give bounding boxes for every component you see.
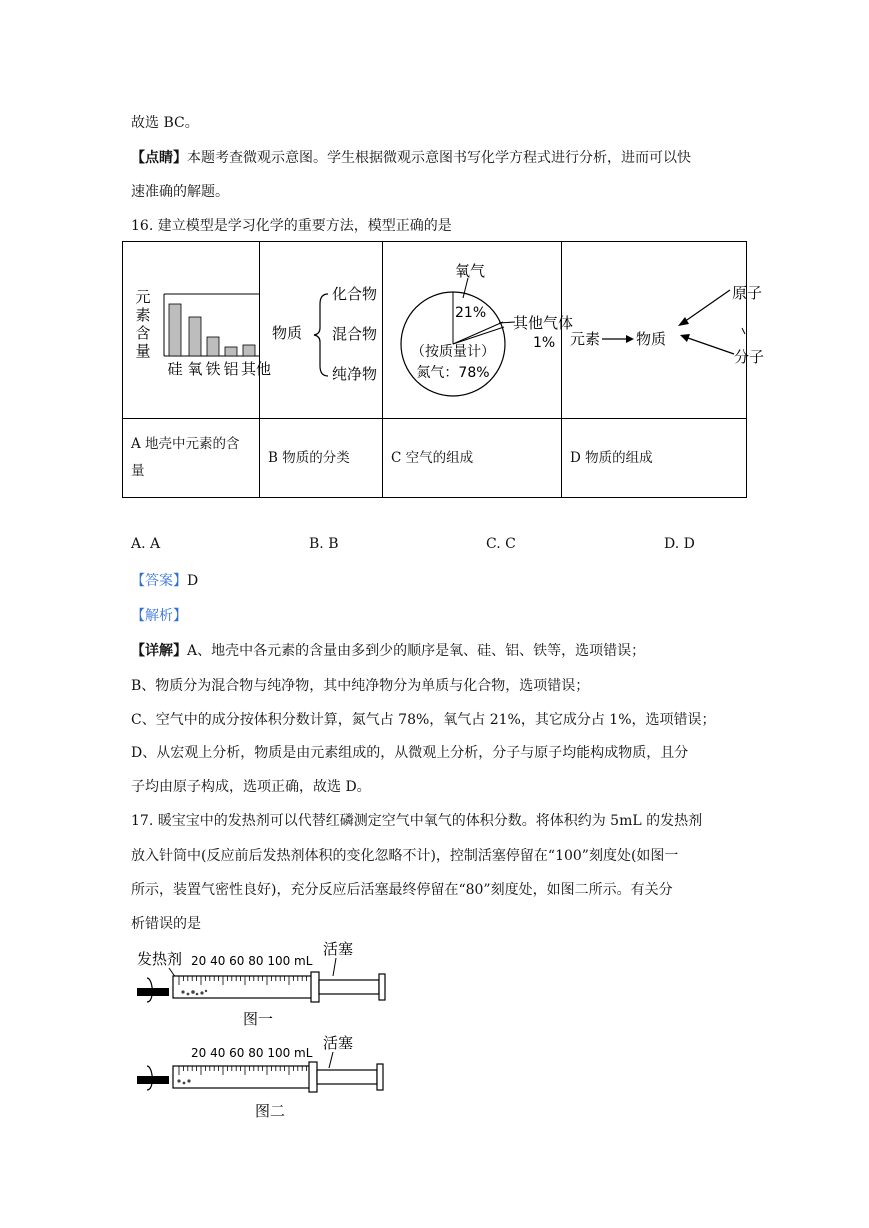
xiangjie-line2: B、物质分为混合物与纯净物，其中纯净物分为单质与化合物，选项错误； xyxy=(131,678,590,694)
fig-a-bar-1 xyxy=(169,304,181,356)
xiangjie-line1 xyxy=(131,640,645,660)
option-b[interactable]: B. B xyxy=(309,536,339,552)
fig-c-pie-chart xyxy=(383,242,574,414)
fig2-piston-leader xyxy=(329,1052,333,1068)
answer-line xyxy=(131,570,198,590)
option-d[interactable]: D. D xyxy=(664,536,695,552)
fig-d-arrow-top-line xyxy=(684,290,730,322)
fig-b-brace xyxy=(314,294,328,376)
fig-a-xlabel-4: 铝 xyxy=(223,360,239,378)
xiangjie-line4: D、从宏观上分析，物质是由元素组成的，从微观上分析，分子与原子均能构成物质，且分 xyxy=(131,745,689,761)
q17-line1: 17. 暖宝宝中的发热剂可以代替红磷测定空气中氧气的体积分数。将体积约为 5mL 的发热剂 xyxy=(131,813,703,829)
fig-d-top-right: 原子 xyxy=(732,284,763,302)
caption-a-line2: 量 xyxy=(131,463,145,479)
fig-d-arrow-head xyxy=(626,335,634,343)
xiangjie-text1: A、地壳中各元素的含量由多到少的顺序是氧、硅、铝、铁等，选项错误； xyxy=(187,643,646,659)
caption-c: C 空气的组成 xyxy=(383,419,562,498)
fig1-scale: 20 40 60 80 100 mL xyxy=(191,954,313,968)
fig-b-item-3: 纯净物 xyxy=(332,365,378,383)
fig1-barrel xyxy=(173,976,313,998)
q17-line3: 所示，装置气密性良好)，充分反应后活塞最终停留在“80”刻度处，如图二所示。有关分 xyxy=(131,882,673,898)
fig1-plunger-rod xyxy=(319,980,379,994)
dianjing-tag: 【点睛】 xyxy=(131,150,187,166)
fig1-clip xyxy=(137,988,169,996)
fig-a-bar-2 xyxy=(189,317,201,356)
xiangjie-line5: 子均由原子构成，选项正确，故选 D。 xyxy=(131,779,371,795)
fig-c-o2-label: 氧气 xyxy=(455,262,486,280)
fig2-barrel xyxy=(173,1066,313,1088)
fig-a-bar-5 xyxy=(243,345,255,356)
jiexi-tag: 【解析】 xyxy=(131,608,187,624)
fig2-scale: 20 40 60 80 100 mL xyxy=(191,1046,313,1060)
q17-line2: 放入针筒中(反应前后发热剂体积的变化忽略不计)，控制活塞停留在“100”刻度处(如图一 xyxy=(131,848,679,864)
option-c[interactable]: C. C xyxy=(486,536,516,552)
fig-c-o2-pct: 21% xyxy=(455,305,487,321)
caption-a-line1: A 地壳中元素的含 xyxy=(131,436,240,452)
caption-a xyxy=(123,419,260,498)
answer-tag: 【答案】 xyxy=(131,573,187,589)
fig2-piston-label: 活塞 xyxy=(323,1034,354,1052)
fig-d-composition xyxy=(562,242,765,414)
fig-a-bar-3 xyxy=(207,337,219,356)
caption-d: D 物质的组成 xyxy=(562,419,747,498)
fig-d-mid: 物质 xyxy=(636,330,667,348)
fig-d-small-mark xyxy=(742,328,745,334)
fig-d-cell xyxy=(562,242,765,419)
dianjing-text1: 本题考查微观示意图。学生根据微观示意图书写化学方程式进行分析，进而可以快 xyxy=(187,150,691,166)
answer-value: D xyxy=(187,573,199,589)
fig-a-ylabel-3: 含 xyxy=(135,324,151,342)
fig-c-other-label: 其他气体 xyxy=(513,314,574,332)
option-a[interactable]: A. A xyxy=(131,536,161,552)
fig1-plunger-cap xyxy=(379,974,385,1000)
fig-c-other-pct: 1% xyxy=(533,335,556,351)
fig-a-xlabel-3: 铁 xyxy=(205,360,221,378)
fig-d-arrow-bottom-head xyxy=(680,334,690,342)
caption-b: B 物质的分类 xyxy=(260,419,383,498)
q17-syringe-figure-1 xyxy=(133,938,393,1028)
fig-a-bar-chart xyxy=(123,242,272,414)
fig1-piston-leader xyxy=(333,958,336,976)
fig1-piston-label: 活塞 xyxy=(323,940,354,958)
fig2-piston-head xyxy=(309,1062,317,1092)
fig-d-bottom-right: 分子 xyxy=(734,348,765,366)
xiangjie-line3: C、空气中的成分按体积分数计算，氮气占 78%，氧气占 21%，其它成分占 1%，选项错误； xyxy=(131,712,716,728)
fig2-clip xyxy=(137,1076,169,1084)
fig-d-arrow-bottom-line xyxy=(688,338,734,354)
fig-a-xlabel-1: 硅 xyxy=(167,360,183,378)
fig1-agent-label: 发热剂 xyxy=(137,950,183,968)
prev-conclusion: 故选 BC。 xyxy=(131,115,199,131)
fig1-caption: 图一 xyxy=(243,1010,274,1028)
fig-c-n2: 氮气：78% xyxy=(416,365,490,381)
dianjing-line1 xyxy=(131,147,691,167)
fig-a-ylabel-1: 元 xyxy=(135,288,151,306)
fig-a-ylabel-4: 量 xyxy=(135,342,151,360)
fig-d-arrow-top-head xyxy=(678,317,689,326)
xiangjie-tag: 【详解】 xyxy=(131,643,187,659)
q17-syringe-figure-2 xyxy=(133,1030,393,1120)
fig-b-item-2: 混合物 xyxy=(332,325,378,343)
fig-b-classification xyxy=(260,242,382,414)
fig2-plunger-cap xyxy=(377,1064,383,1090)
q16-model-table xyxy=(122,241,765,498)
fig-a-ylabel-2: 素 xyxy=(135,306,151,324)
fig2-caption: 图二 xyxy=(255,1102,286,1120)
fig-a-bar-4 xyxy=(225,347,237,356)
q17-line4: 析错误的是 xyxy=(131,916,201,932)
fig2-plunger-rod xyxy=(317,1070,377,1084)
fig-a-xlabel-2: 氧 xyxy=(187,360,203,378)
fig-b-cell xyxy=(260,242,383,419)
fig-a-xlabel-5: 其他 xyxy=(241,360,272,378)
fig-a-cell xyxy=(123,242,272,419)
q16-stem: 16. 建立模型是学习化学的重要方法，模型正确的是 xyxy=(131,218,452,234)
fig-d-left: 元素 xyxy=(570,330,601,348)
fig-b-left: 物质 xyxy=(272,324,303,342)
fig1-piston-head xyxy=(311,972,319,1002)
fig-b-item-1: 化合物 xyxy=(332,285,378,303)
dianjing-line2: 速准确的解题。 xyxy=(131,184,229,200)
fig-c-center: （按质量计） xyxy=(411,344,495,360)
fig-c-cell xyxy=(383,242,574,419)
